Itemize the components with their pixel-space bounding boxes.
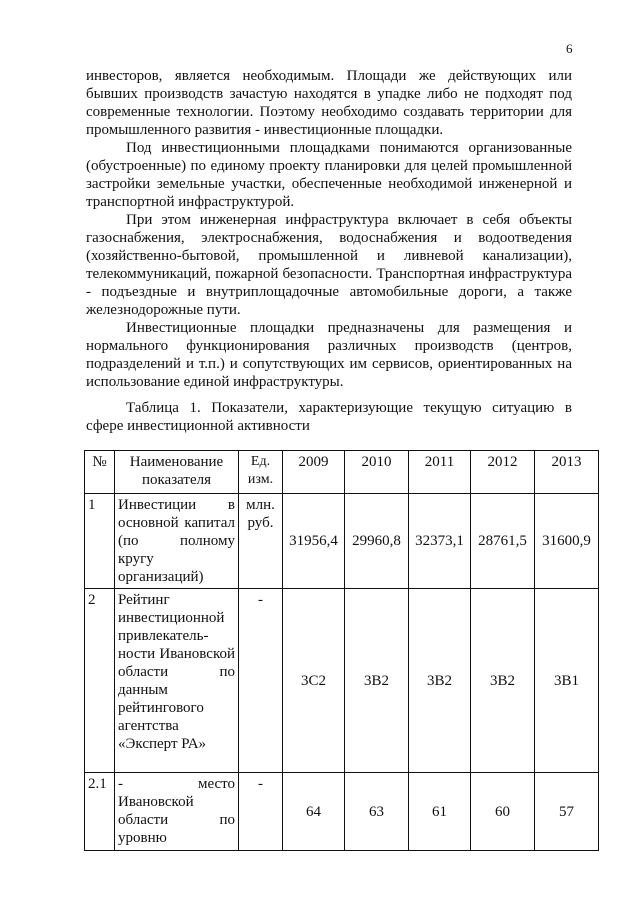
paragraph-4: Инвестиционные площадки предназначены для размещения и нормального функционирования различных производств (центров, подразделений и т.п.) и сопутствующих им сервисов, ориентированных на использование единой инфраструктуры. [86, 320, 572, 390]
row-value: 64 [283, 773, 345, 851]
header-year: 2012 [471, 451, 535, 494]
indicators-table [84, 450, 599, 851]
paragraph-2: Под инвестиционными площадками понимаются организованные (обустроенные) по единому проекту планировки для целей промышленной застройки земельные участки, обеспеченные необходимой инженерной и транспортной инфраструктурой. [86, 140, 572, 210]
row-value: 3В2 [409, 589, 471, 773]
row-value: 57 [535, 773, 599, 851]
table-row [85, 589, 599, 773]
table-header-row [85, 451, 599, 494]
table-caption: Таблица 1. Показатели, характеризующие текущую ситуацию в сфере инвестиционной активности [86, 400, 572, 434]
header-year: 2010 [345, 451, 409, 494]
table-row [85, 494, 599, 589]
row-value: 3В1 [535, 589, 599, 773]
row-value: 3С2 [283, 589, 345, 773]
row-indicator-name: - место Ивановской области по уровню [115, 773, 239, 851]
page-number: 6 [566, 41, 573, 56]
header-year: 2013 [535, 451, 599, 494]
row-value: 63 [345, 773, 409, 851]
body-text [86, 67, 572, 391]
row-value: 3В2 [345, 589, 409, 773]
row-value: 31956,4 [283, 494, 345, 589]
row-value: 60 [471, 773, 535, 851]
paragraph-1: инвесторов, является необходимым. Площади же действующих или бывших производств зачастую находятся в упадке либо не подходят под современные технологии. Поэтому необходимо создавать территории для промышленного развития - инвестиционные площадки. [86, 68, 572, 138]
row-indicator-name: Рейтинг инвестиционной привлекатель-ности Ивановской области по данным рейтингового агентства «Эксперт РА» [115, 589, 239, 773]
header-year: 2009 [283, 451, 345, 494]
header-unit: Ед. изм. [239, 451, 283, 494]
row-value: 31600,9 [535, 494, 599, 589]
row-value: 61 [409, 773, 471, 851]
row-indicator-name: Инвестиции в основной капитал (по полному кругу организаций) [115, 494, 239, 589]
row-value: 3В2 [471, 589, 535, 773]
table-row [85, 773, 599, 851]
row-number: 2.1 [85, 773, 115, 851]
header-name: Наименование показателя [115, 451, 239, 494]
row-number: 1 [85, 494, 115, 589]
row-unit: - [239, 773, 283, 851]
header-year: 2011 [409, 451, 471, 494]
row-value: 29960,8 [345, 494, 409, 589]
row-number: 2 [85, 589, 115, 773]
header-no: № [85, 451, 115, 494]
row-unit: - [239, 589, 283, 773]
row-value: 28761,5 [471, 494, 535, 589]
paragraph-3: При этом инженерная инфраструктура включает в себя объекты газоснабжения, электроснабжения, водоснабжения и водоотведения (хозяйственно-бытовой, промышленной и ливневой канализации), телекоммуникаций, пожарной безопасности. Транспортная инфраструктура - подъездные и внутриплощадочные автомобильные дороги, а также железнодорожные пути. [86, 212, 572, 318]
row-unit: млн. руб. [239, 494, 283, 589]
row-value: 32373,1 [409, 494, 471, 589]
